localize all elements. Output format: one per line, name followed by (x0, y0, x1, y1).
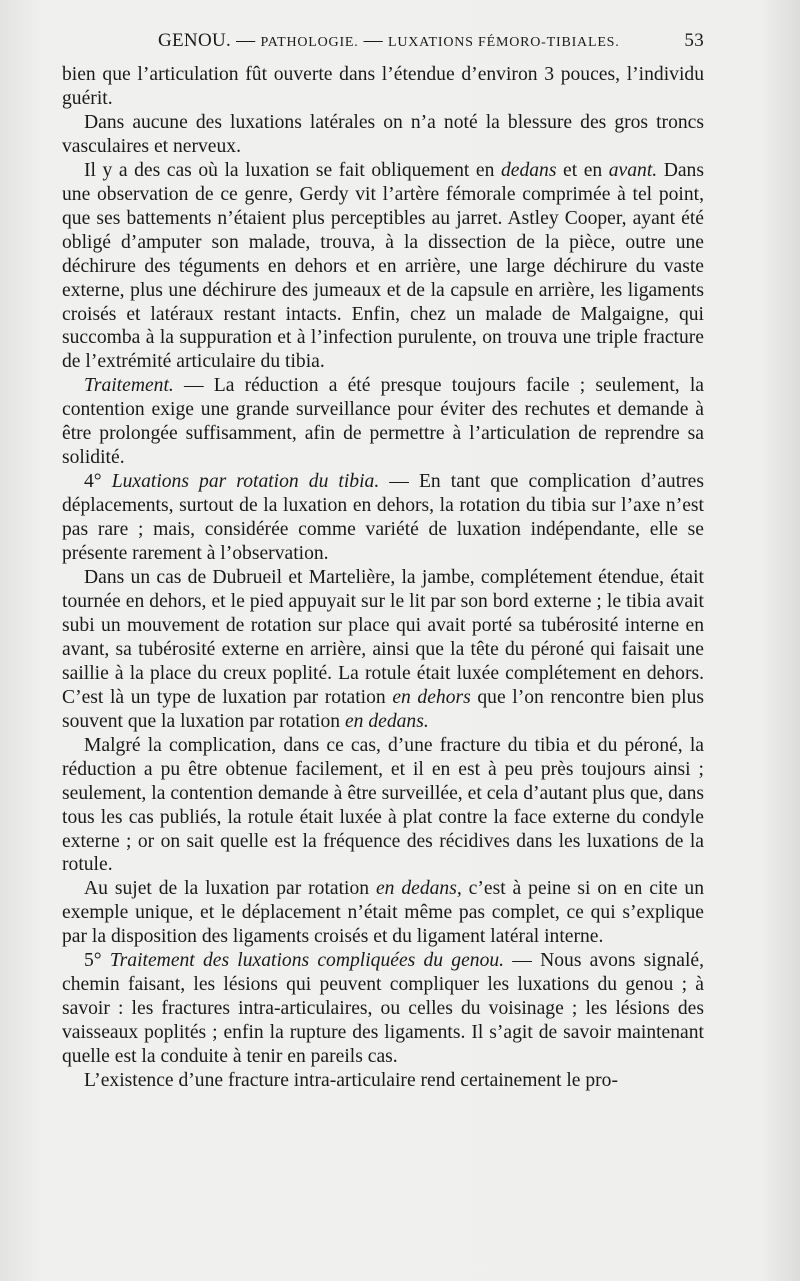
italic-text: Traitement des luxations compliquées du genou. (109, 950, 505, 972)
text-run: c’est à peine si on en cite un exemple unique, et le déplacement n’était même pas complet, ce qui s’explique par la disposition des ligaments croisés et du ligament latéral interne. (62, 878, 704, 948)
paragraph (62, 111, 704, 159)
text-run: Dans un cas de Dubrueil et Martelière, la jambe, complétement étendue, était tournée en dehors, et le pied appuyait sur le lit par son bord externe ; le tibia avait subi un mouvement de rotation sur place qui avait porté sa tubérosité interne en avant, sa tubérosité externe en arrière, ainsi que la tête du péroné qui faisait une saillie à la place du creux poplité. La rotule était luxée complétement en dehors. C’est là un type de luxation par rotation (62, 567, 704, 708)
text-run: Malgré la complication, dans ce cas, d’une fracture du tibia et du péroné, la réduction a pu être obtenue facilement, et il en est à peu près toujours ainsi ; seulement, la contention demande à être surveillée, et cela d’autant plus que, dans tous les cas publiés, la rotule était luxée à plat contre la face externe du condyle externe ; or on sait quelle est la fréquence des récidives dans les luxations de la rotule. (62, 734, 704, 876)
body-text (62, 63, 704, 1093)
text-run: Au sujet de la luxation par rotation (84, 878, 376, 900)
italic-text: Luxations par rotation du tibia. (111, 471, 380, 493)
italic-text: Traitement. (84, 375, 174, 397)
text-run: Dans une observation de ce genre, Gerdy vit l’artère fémorale comprimée à tel point, que ses battements n’étaient plus perceptibles au jarret. Astley Cooper, ayant été obligé d’amputer son malade, trouva, à la dissection de la pièce, outre une déchirure des téguments en dehors et en arrière, une large déchirure du vaste externe, plus une déchirure des jumeaux et de la capsule en arrière, les ligaments croisés et latéraux restant intacts. Enfin, chez un malade de Malgaigne, qui succomba à la suppuration et à l’infection purulente, on trouva une triple fracture de l’extrémité articulaire du tibia. (62, 159, 704, 373)
running-header (62, 30, 704, 56)
header-section: PATHOLOGIE. (260, 35, 359, 50)
text-run: — En tant que complication d’autres déplacements, surtout de la luxation en dehors, la rotation du tibia sur l’axe n’est pas rare ; mais, considérée comme variété de luxation indépendante, elle se présente rarement à l’observation. (62, 471, 704, 565)
italic-text: dedans (500, 159, 557, 181)
paragraph (62, 159, 704, 375)
header-subsection: LUXATIONS FÉMORO-TIBIALES. (387, 35, 620, 50)
text-run: et en (556, 159, 609, 181)
text-run: L’existence d’une fracture intra-articulaire rend certainement le pro- (84, 1070, 619, 1092)
page-number: 53 (684, 30, 704, 51)
paragraph (62, 734, 704, 878)
paragraph (62, 566, 704, 734)
paragraph (62, 374, 704, 470)
italic-text: avant. (608, 159, 658, 181)
text-run: bien que l’articulation fût ouverte dans l’étendue d’environ 3 pouces, l’individu guérit. (62, 64, 704, 109)
paragraph (62, 1069, 704, 1093)
paragraph (62, 949, 704, 1069)
paragraph (62, 877, 704, 949)
text-run: Dans aucune des luxations latérales on n’a noté la blessure des gros troncs vasculaires et nerveux. (62, 111, 704, 157)
italic-text: en dedans. (344, 710, 429, 732)
text-run: que l’on rencontre bien plus souvent que la luxation par rotation (62, 686, 705, 732)
text-run: 4° (84, 471, 112, 493)
paragraph (62, 63, 704, 111)
text-run: — Nous avons signalé, chemin faisant, les lésions qui peuvent compliquer les luxations du genou ; à savoir : les fractures intra-articulaires, ou celles du voisinage ; les lésions des vaisseaux poplités ; enfin la rupture des ligaments. Il s’agit de savoir maintenant quelle est la conduite à tenir en pareils cas. (62, 950, 704, 1068)
header-title: GENOU. (158, 30, 232, 51)
header-dash: — (358, 30, 388, 51)
italic-text: en dedans, (375, 878, 462, 900)
text-run: — La réduction a été presque toujours facile ; seulement, la contention exige une grande surveillance pour éviter des rechutes et demande à être prolongée suffisamment, afin de permettre à l’articulation de reprendre sa solidité. (62, 375, 704, 469)
paragraph (62, 470, 704, 566)
text-run: 5° (84, 950, 110, 972)
header-dash: — (231, 30, 261, 51)
running-title (158, 30, 620, 52)
italic-text: en dehors (392, 686, 471, 708)
text-run: Il y a des cas où la luxation se fait obliquement en (84, 159, 501, 181)
